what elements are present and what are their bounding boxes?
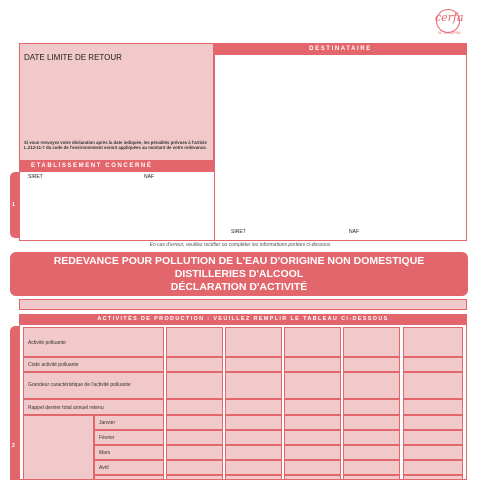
table-input-cell[interactable] [343,327,400,357]
table-input-cell[interactable] [403,460,463,475]
establishment-header: ETABLISSEMENT CONCERNÉ [19,161,214,171]
recipient-siret-label: SIRET [231,229,246,235]
title-line-3: DÉCLARATION D'ACTIVITÉ [170,281,308,293]
row-label-activity-text: Activité polluante [28,340,66,346]
table-input-cell[interactable] [403,445,463,460]
table-input-cell[interactable] [166,372,223,399]
section-1-number: 1 [12,202,15,208]
table-input-cell[interactable] [403,415,463,430]
title-line-2: DISTILLERIES D'ALCOOL [174,268,304,280]
establishment-naf-label: NAF [144,174,154,180]
table-input-cell[interactable] [166,357,223,372]
establishment-siret-label: SIRET [28,174,43,180]
logo-text: cerfa [435,11,464,24]
table-input-cell[interactable] [225,399,282,415]
logo-subtext: N° 11915*06 [438,30,461,35]
month-row [94,475,164,480]
row-label-code-text: Code activité polluante [28,362,79,368]
return-date-block [19,43,214,161]
month-group-cell [23,415,94,480]
table-input-cell[interactable] [166,415,223,430]
table-input-cell[interactable] [403,357,463,372]
table-input-cell[interactable] [343,475,400,480]
section-2-number: 2 [12,443,15,449]
table-input-cell[interactable] [284,327,341,357]
table-input-cell[interactable] [343,460,400,475]
table-input-cell[interactable] [284,445,341,460]
info-bar [19,299,467,310]
return-date-title: DATE LIMITE DE RETOUR [24,53,122,62]
table-input-cell[interactable] [284,415,341,430]
table-input-cell[interactable] [284,357,341,372]
table-input-cell[interactable] [403,475,463,480]
table-input-cell[interactable] [166,327,223,357]
title-line-1: REDEVANCE POUR POLLUTION DE L'EAU D'ORIGINE NON DOMESTIQUE [53,255,425,267]
row-label-grandeur-text: Grandeur caractéristique de l'activité polluante [28,382,131,388]
table-input-cell[interactable] [166,445,223,460]
month-label: Mars [99,450,111,456]
title-banner [10,252,468,296]
establishment-block [19,171,215,241]
table-input-cell[interactable] [166,475,223,480]
recipient-naf-label: NAF [349,229,359,235]
table-input-cell[interactable] [284,460,341,475]
table-input-cell[interactable] [166,460,223,475]
recipient-block [214,43,467,241]
recipient-header: DESTINATAIRE [215,44,466,55]
table-input-cell[interactable] [225,372,282,399]
table-input-cell[interactable] [284,475,341,480]
table-input-cell[interactable] [166,430,223,445]
month-label: Février [99,435,115,441]
table-input-cell[interactable] [225,327,282,357]
month-label: Avril [99,465,109,471]
table-input-cell[interactable] [343,415,400,430]
table-input-cell[interactable] [225,357,282,372]
table-input-cell[interactable] [343,445,400,460]
table-input-cell[interactable] [343,399,400,415]
table-input-cell[interactable] [225,415,282,430]
table-input-cell[interactable] [343,357,400,372]
table-input-cell[interactable] [225,475,282,480]
table-input-cell[interactable] [284,399,341,415]
table-input-cell[interactable] [403,399,463,415]
table-input-cell[interactable] [225,430,282,445]
table-input-cell[interactable] [343,430,400,445]
month-label: Janvier [99,420,116,426]
table-input-cell[interactable] [284,372,341,399]
error-note: En cas d'erreur, veuillez rectifier ou compléter les informations portées ci-dessous [149,242,331,248]
table-input-cell[interactable] [403,372,463,399]
table-input-cell[interactable] [166,399,223,415]
table-input-cell[interactable] [343,372,400,399]
late-penalty-notice: Si vous renvoyez votre déclaration après la date indiquée, les pénalités prévues à l'article L.213-11-7 du code de l'environnement seront appliquées au montant de votre redevance. [24,140,207,150]
table-input-cell[interactable] [403,327,463,357]
activities-header: ACTIVITÉS DE PRODUCTION : VEUILLEZ REMPLIR LE TABLEAU CI-DESSOUS [19,314,467,324]
table-input-cell[interactable] [225,460,282,475]
row-label-rappel-text: Rappel dernier total annuel retenu [28,405,104,411]
table-input-cell[interactable] [403,430,463,445]
table-input-cell[interactable] [225,445,282,460]
table-input-cell[interactable] [284,430,341,445]
